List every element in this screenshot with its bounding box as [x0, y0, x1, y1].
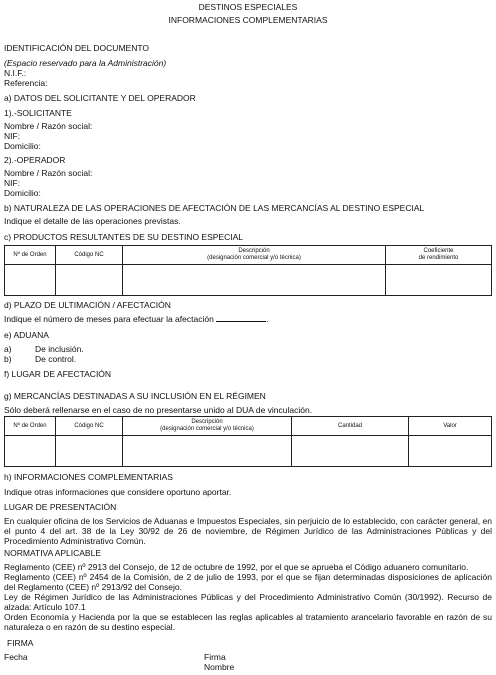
operador-domicilio-label: Domicilio: [4, 188, 41, 198]
section-d-period: . [266, 314, 269, 324]
col-orden: Nº de Orden [5, 246, 56, 265]
normativa-p3: Ley de Régimen Jurídico de las Administraciones Públicas y del Procedimiento Administrativo Común (30/1992). Recurso de alzada: Artículo 107.1 [4, 592, 492, 613]
col-coeficiente-label: Coeficiente [423, 248, 454, 254]
form-subtitle: INFORMACIONES COMPLEMENTARIAS [168, 15, 328, 25]
normativa-p1: Reglamento (CEE) nº 2913 del Consejo, de 12 de octubre de 1992, por el que se aprueba el Código aduanero comunitario. [4, 562, 469, 572]
aduana-letter-b: b) [4, 354, 12, 364]
fecha-label: Fecha [4, 652, 28, 662]
nombre-label: Nombre [204, 662, 235, 672]
section-g-text: Sólo deberá rellenarse en el caso de no presentarse unido al DUA de vinculación. [4, 405, 313, 415]
operador-nombre-label: Nombre / Razón social: [4, 168, 93, 178]
col-coeficiente-sub: de rendimiento [418, 255, 459, 261]
col-orden: Nº de Orden [5, 417, 56, 436]
section-g-heading: g) MERCANCÍAS DESTINADAS A SU INCLUSIÓN EN EL RÉGIMEN [4, 391, 266, 401]
lugar-heading: LUGAR DE PRESENTACIÓN [4, 502, 117, 512]
col-codigo-nc: Código NC [56, 417, 123, 436]
table-header-row [5, 417, 492, 436]
section-h-heading: h) INFORMACIONES COMPLEMENTARIAS [4, 472, 173, 482]
col-descripcion-label: Descripción [238, 248, 270, 254]
col-descripcion-label: Descripción [191, 419, 223, 425]
section-a-heading: a) DATOS DEL SOLICITANTE Y DEL OPERADOR [4, 93, 196, 103]
goods-table [4, 416, 492, 467]
col-coeficiente [386, 246, 492, 265]
firma-label: Firma [204, 652, 226, 662]
section-d-text: Indique el número de meses para efectuar la afectación [4, 314, 214, 324]
normativa-p4: Orden Economía y Hacienda por la que se establecen las reglas aplicables al tratamiento arancelario favorable en razón de su naturaleza o en razón de su destino especial. [4, 612, 492, 633]
operador-nif-label: NIF: [4, 178, 21, 188]
months-input-line[interactable] [216, 314, 269, 324]
cell-valor[interactable] [409, 436, 492, 467]
products-table [4, 245, 492, 296]
section-f-heading: f) LUGAR DE AFECTACIÓN [4, 369, 112, 379]
normativa-heading: NORMATIVA APLICABLE [4, 548, 101, 558]
firma-heading: FIRMA [7, 638, 34, 648]
solicitante-domicilio-label: Domicilio: [4, 141, 41, 151]
table-row [5, 265, 492, 296]
nif-label: N.I.F.: [4, 68, 27, 78]
col-descripcion [123, 246, 386, 265]
col-descripcion-sub: (designación comercial y/o técnica) [160, 426, 254, 432]
aduana-inclusion-label: De inclusión. [35, 344, 84, 354]
cell-descripcion[interactable] [123, 436, 292, 467]
col-cantidad: Cantidad [292, 417, 409, 436]
section-b-text: Indique el detalle de las operaciones previstas. [4, 216, 181, 226]
section-d-heading: d) PLAZO DE ULTIMACIÓN / AFECTACIÓN [4, 300, 171, 310]
aduana-letter-a: a) [4, 344, 12, 354]
solicitante-nombre-label: Nombre / Razón social: [4, 121, 93, 131]
form-title: DESTINOS ESPECIALES [198, 2, 298, 12]
aduana-control-label: De control. [35, 354, 77, 364]
section-c-heading: c) PRODUCTOS RESULTANTES DE SU DESTINO ESPECIAL [4, 232, 243, 242]
section-e-heading: e) ADUANA [4, 330, 49, 340]
table-row [5, 436, 492, 467]
cell-coeficiente[interactable] [386, 265, 492, 296]
section-d-line [4, 314, 269, 324]
col-codigo-nc: Código NC [56, 246, 123, 265]
reserved-space-note: (Espacio reservado para la Administración) [4, 58, 167, 68]
table-header-row [5, 246, 492, 265]
lugar-text: En cualquier oficina de los Servicios de Aduanas e Impuestos Especiales, sin perjuicio de lo establecido, con carácter general, en el punto 4 del art. 38 de la Ley 30/92 de 26 de noviembre, de Régimen Jurídico de las Administraciones Públicas y del Procedimiento Administrativo Común. [4, 516, 492, 547]
cell-orden[interactable] [5, 265, 56, 296]
solicitante-nif-label: NIF: [4, 131, 21, 141]
section-b-heading: b) NATURALEZA DE LAS OPERACIONES DE AFECTACIÓN DE LAS MERCANCÍAS AL DESTINO ESPECIAL [4, 203, 425, 213]
normativa-p2: Reglamento (CEE) nº 2454 de la Comisión, de 2 de julio de 1993, por el que se fijan determinadas disposiciones de aplicación del Reglamento (CEE) nº 2913/92 del Consejo. [4, 572, 492, 593]
cell-cantidad[interactable] [292, 436, 409, 467]
solicitante-title: 1).-SOLICITANTE [4, 108, 72, 118]
col-valor: Valor [409, 417, 492, 436]
referencia-label: Referencia: [4, 78, 48, 88]
section-h-text: Indique otras informaciones que considere oportuno aportar. [4, 487, 232, 497]
cell-descripcion[interactable] [123, 265, 386, 296]
col-descripcion [123, 417, 292, 436]
cell-codigo-nc[interactable] [56, 436, 123, 467]
col-descripcion-sub: (designación comercial y/o técnica) [207, 255, 301, 261]
operador-title: 2).-OPERADOR [4, 155, 66, 165]
cell-orden[interactable] [5, 436, 56, 467]
cell-codigo-nc[interactable] [56, 265, 123, 296]
identificacion-heading: IDENTIFICACIÓN DEL DOCUMENTO [4, 43, 149, 53]
